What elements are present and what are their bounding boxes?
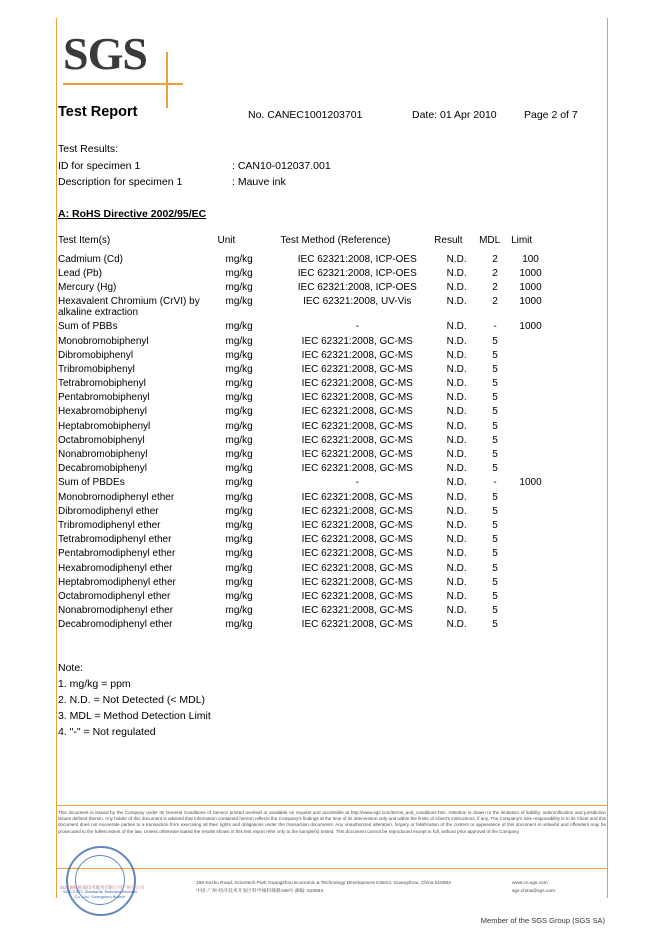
cell-test-item: Tribromodiphenyl ether xyxy=(58,519,161,531)
cell-result: N.D. xyxy=(446,434,467,446)
cell-mdl: 2 xyxy=(492,296,498,308)
specimen-desc-value: : Mauve ink xyxy=(232,176,286,188)
notes-block xyxy=(58,660,211,740)
cell-result: N.D. xyxy=(446,267,467,279)
cell-mdl: 5 xyxy=(492,576,498,588)
cell-method: IEC 62321:2008, GC-MS xyxy=(301,576,413,588)
cell-method: - xyxy=(355,321,359,333)
cell-unit: mg/kg xyxy=(225,619,253,631)
cell-unit: mg/kg xyxy=(225,519,253,531)
table-row xyxy=(58,504,550,518)
table-row xyxy=(58,252,550,266)
cell-result: N.D. xyxy=(446,548,467,560)
cell-test-item: Sum of PBDEs xyxy=(58,477,125,489)
cell-unit: mg/kg xyxy=(225,335,253,347)
cell-limit: 1000 xyxy=(519,296,542,308)
cell-limit: 1000 xyxy=(519,267,542,279)
cell-method: IEC 62321:2008, GC-MS xyxy=(301,463,413,475)
note-item: 4. "-" = Not regulated xyxy=(58,726,156,738)
cell-mdl: 5 xyxy=(492,392,498,404)
cell-method: IEC 62321:2008, GC-MS xyxy=(301,605,413,617)
report-date: Date: 01 Apr 2010 xyxy=(412,109,497,121)
cell-test-item: Pentabromobiphenyl xyxy=(58,392,150,404)
cell-unit: mg/kg xyxy=(225,296,253,308)
table-row xyxy=(58,362,550,376)
cell-result: N.D. xyxy=(446,519,467,531)
table-row xyxy=(58,334,550,348)
cell-result: N.D. xyxy=(446,449,467,461)
cell-test-item: Tribromobiphenyl xyxy=(58,363,135,375)
cell-result: N.D. xyxy=(446,253,467,265)
cell-unit: mg/kg xyxy=(225,590,253,602)
cell-unit: mg/kg xyxy=(225,392,253,404)
col-unit: Unit xyxy=(217,235,236,246)
cell-limit xyxy=(511,604,550,618)
cell-mdl: 5 xyxy=(492,434,498,446)
cell-mdl: 5 xyxy=(492,534,498,546)
cell-method: IEC 62321:2008, GC-MS xyxy=(301,590,413,602)
cell-unit: mg/kg xyxy=(225,463,253,475)
cell-unit: mg/kg xyxy=(225,420,253,432)
sgs-logo-text: SGS xyxy=(63,28,147,79)
cell-limit xyxy=(511,419,550,433)
member-line: Member of the SGS Group (SGS SA) xyxy=(480,916,605,925)
cell-mdl: 5 xyxy=(492,590,498,602)
table-row xyxy=(58,348,550,362)
cell-limit xyxy=(511,447,550,461)
cell-result: N.D. xyxy=(446,420,467,432)
page-number: Page 2 of 7 xyxy=(524,109,578,121)
cell-result: N.D. xyxy=(446,378,467,390)
cell-limit xyxy=(511,462,550,476)
cell-limit xyxy=(511,377,550,391)
cell-unit: mg/kg xyxy=(225,363,253,375)
cell-result: N.D. xyxy=(446,491,467,503)
footer-divider-top xyxy=(56,805,608,806)
cell-mdl: - xyxy=(493,321,497,333)
cell-mdl: 5 xyxy=(492,491,498,503)
cell-limit: 100 xyxy=(522,253,539,265)
cell-limit: 1000 xyxy=(519,477,542,489)
cell-method: IEC 62321:2008, GC-MS xyxy=(301,349,413,361)
cell-method: IEC 62321:2008, GC-MS xyxy=(301,434,413,446)
table-row xyxy=(58,405,550,419)
cell-mdl: 5 xyxy=(492,505,498,517)
cell-limit xyxy=(511,433,550,447)
table-row xyxy=(58,280,550,294)
cell-method: IEC 62321:2008, GC-MS xyxy=(301,363,413,375)
cell-method: IEC 62321:2008, GC-MS xyxy=(301,449,413,461)
col-test-item: Test Item(s) xyxy=(58,235,111,246)
cell-mdl: 5 xyxy=(492,449,498,461)
cell-method: IEC 62321:2008, GC-MS xyxy=(301,519,413,531)
col-method: Test Method (Reference) xyxy=(280,235,391,246)
cell-limit xyxy=(511,518,550,532)
cell-unit: mg/kg xyxy=(225,253,253,265)
cell-unit: mg/kg xyxy=(225,576,253,588)
note-item: 2. N.D. = Not Detected (< MDL) xyxy=(58,694,206,706)
col-limit: Limit xyxy=(511,235,533,246)
table-row xyxy=(58,561,550,575)
cell-mdl: - xyxy=(493,477,497,489)
cell-test-item: Monobromodiphenyl ether xyxy=(58,491,175,503)
table-row xyxy=(58,618,550,632)
cell-mdl: 5 xyxy=(492,463,498,475)
cell-test-item: Hexabromobiphenyl xyxy=(58,406,147,418)
cell-result: N.D. xyxy=(446,392,467,404)
cell-mdl: 5 xyxy=(492,548,498,560)
table-row xyxy=(58,476,550,490)
table-row xyxy=(58,462,550,476)
cell-method: IEC 62321:2008, GC-MS xyxy=(301,406,413,418)
cell-method: IEC 62321:2008, GC-MS xyxy=(301,335,413,347)
cell-test-item: Tetrabromodiphenyl ether xyxy=(58,534,172,546)
table-header-row xyxy=(58,235,550,252)
cell-result: N.D. xyxy=(446,590,467,602)
cell-unit: mg/kg xyxy=(225,605,253,617)
cell-method: IEC 62321:2008, GC-MS xyxy=(301,505,413,517)
cell-limit xyxy=(511,533,550,547)
cell-mdl: 5 xyxy=(492,335,498,347)
cell-unit: mg/kg xyxy=(225,477,253,489)
cell-limit xyxy=(511,589,550,603)
cell-unit: mg/kg xyxy=(225,406,253,418)
cell-result: N.D. xyxy=(446,406,467,418)
table-row xyxy=(58,575,550,589)
footer-divider-bottom xyxy=(56,868,608,869)
cell-unit: mg/kg xyxy=(225,534,253,546)
cell-result: N.D. xyxy=(446,605,467,617)
table-row xyxy=(58,419,550,433)
cell-test-item: Cadmium (Cd) xyxy=(58,253,124,265)
left-margin-rule xyxy=(56,18,57,898)
cell-test-item: Dibromodiphenyl ether xyxy=(58,505,159,517)
table-row xyxy=(58,391,550,405)
cell-limit xyxy=(511,490,550,504)
cell-test-item: Nonabromobiphenyl xyxy=(58,449,148,461)
cell-result: N.D. xyxy=(446,576,467,588)
table-row xyxy=(58,433,550,447)
test-results-label: Test Results: xyxy=(58,143,119,155)
cell-result: N.D. xyxy=(446,619,467,631)
report-number: No. CANEC1001203701 xyxy=(248,109,363,121)
cell-test-item: Lead (Pb) xyxy=(58,267,102,279)
cell-test-item: Octabromodiphenyl ether xyxy=(58,590,171,602)
right-margin-rule xyxy=(607,18,608,898)
table-row xyxy=(58,447,550,461)
cell-unit: mg/kg xyxy=(225,505,253,517)
table-row xyxy=(58,547,550,561)
table-row xyxy=(58,266,550,280)
footer-contact xyxy=(512,880,555,896)
table-row xyxy=(58,490,550,504)
cell-method: IEC 62321:2008, GC-MS xyxy=(301,562,413,574)
cell-result: N.D. xyxy=(446,562,467,574)
cell-result: N.D. xyxy=(446,363,467,375)
cell-mdl: 5 xyxy=(492,605,498,617)
cell-method: - xyxy=(355,477,359,489)
cell-limit xyxy=(511,405,550,419)
table-row xyxy=(58,533,550,547)
cell-limit xyxy=(511,575,550,589)
cell-mdl: 5 xyxy=(492,519,498,531)
cell-method: IEC 62321:2008, GC-MS xyxy=(301,378,413,390)
cell-method: IEC 62321:2008, GC-MS xyxy=(301,548,413,560)
cell-test-item: Monobromobiphenyl xyxy=(58,335,149,347)
cell-limit xyxy=(511,362,550,376)
specimen-desc-label: Description for specimen 1 xyxy=(58,176,183,188)
sgs-logo xyxy=(63,28,188,80)
cell-mdl: 2 xyxy=(492,253,498,265)
cell-unit: mg/kg xyxy=(225,562,253,574)
col-result: Result xyxy=(434,235,463,246)
cell-unit: mg/kg xyxy=(225,449,253,461)
page-title: Test Report xyxy=(58,104,138,120)
table-row xyxy=(58,320,550,334)
cell-result: N.D. xyxy=(446,281,467,293)
cell-result: N.D. xyxy=(446,321,467,333)
cell-limit xyxy=(511,561,550,575)
cell-unit: mg/kg xyxy=(225,321,253,333)
cell-test-item: Octabromobiphenyl xyxy=(58,434,145,446)
footer-email[interactable]: sgs.china@sgs.com xyxy=(512,889,555,894)
sgs-logo-slash xyxy=(166,52,168,108)
note-item: 3. MDL = Method Detection Limit xyxy=(58,710,211,722)
note-item: 1. mg/kg = ppm xyxy=(58,678,131,690)
cell-mdl: 5 xyxy=(492,406,498,418)
table-row xyxy=(58,377,550,391)
legal-disclaimer: This document is issued by the Company under its General Conditions of Service printed overleaf or available on request and accessible at http://www.sgs.com/terms_and_conditions.htm. Attention is drawn to the limitation of liability, indemnification and jurisdiction issues defined therein. Any holder of this document is advised that information contained hereon reflects the Company's findings at the time of its intervention only and within the limits of Client's instructions, if any. The Company's sole responsibility is to its Client and this document does not exonerate parties to a transaction from exercising all their rights and obligations under the transaction documents. Any unauthorized alteration, forgery or falsification of the content or appearance of this document is unlawful and offenders may be prosecuted to the fullest extent of the law. Unless otherwise stated the results shown in this test report refer only to the sample(s) tested. This document cannot be reproduced except in full, without prior approval of the Company. xyxy=(58,810,606,834)
rohs-results-table xyxy=(58,235,550,632)
cell-limit xyxy=(511,618,550,632)
cell-method: IEC 62321:2008, ICP-OES xyxy=(297,253,417,265)
cell-method: IEC 62321:2008, ICP-OES xyxy=(297,267,417,279)
cell-mdl: 5 xyxy=(492,363,498,375)
cell-unit: mg/kg xyxy=(225,281,253,293)
cell-limit xyxy=(511,504,550,518)
cell-test-item: Heptabromobiphenyl xyxy=(58,420,151,432)
col-mdl: MDL xyxy=(479,235,501,246)
cell-mdl: 5 xyxy=(492,378,498,390)
cell-result: N.D. xyxy=(446,505,467,517)
cell-unit: mg/kg xyxy=(225,491,253,503)
cell-limit xyxy=(511,391,550,405)
cell-method: IEC 62321:2008, GC-MS xyxy=(301,491,413,503)
cell-method: IEC 62321:2008, GC-MS xyxy=(301,392,413,404)
cell-mdl: 5 xyxy=(492,349,498,361)
cell-mdl: 5 xyxy=(492,619,498,631)
cell-unit: mg/kg xyxy=(225,548,253,560)
cell-result: N.D. xyxy=(446,477,467,489)
cell-test-item: Hexabromodiphenyl ether xyxy=(58,562,173,574)
table-row xyxy=(58,589,550,603)
notes-title: Note: xyxy=(58,662,84,674)
cell-test-item: Decabromodiphenyl ether xyxy=(58,619,173,631)
cell-unit: mg/kg xyxy=(225,349,253,361)
sgs-logo-underline xyxy=(63,83,183,85)
cell-test-item: Heptabromodiphenyl ether xyxy=(58,576,176,588)
company-name-cn: SGS通标标准技术服务有限公司广州分公司 xyxy=(60,885,144,890)
footer-address-en: 198 Kezhu Road, Scientech Park Guangzhou Economic & Technology Development District, Guangzhou, China 510663 xyxy=(196,881,451,886)
cell-test-item: Tetrabromobiphenyl xyxy=(58,378,146,390)
cell-method: IEC 62321:2008, UV-Vis xyxy=(303,296,412,308)
footer-address xyxy=(196,880,451,896)
cell-limit xyxy=(511,348,550,362)
cell-mdl: 2 xyxy=(492,281,498,293)
cell-unit: mg/kg xyxy=(225,434,253,446)
cell-limit xyxy=(511,334,550,348)
cell-result: N.D. xyxy=(446,349,467,361)
cell-result: N.D. xyxy=(446,463,467,475)
table-row xyxy=(58,604,550,618)
cell-result: N.D. xyxy=(446,335,467,347)
cell-mdl: 5 xyxy=(492,420,498,432)
cell-method: IEC 62321:2008, ICP-OES xyxy=(297,281,417,293)
cell-test-item: Pentabromodiphenyl ether xyxy=(58,548,176,560)
footer-web[interactable]: www.cn.sgs.com xyxy=(512,881,548,886)
cell-result: N.D. xyxy=(446,296,467,308)
cell-limit: 1000 xyxy=(519,321,542,333)
cell-result: N.D. xyxy=(446,534,467,546)
company-stamp-text: SGS-CSTC Standards Technical Services Co., Ltd. Guangzhou Branch xyxy=(62,889,138,899)
footer-address-cn: 中国·广州·经济技术开发区科学城科珠路198号 邮编: 510663 xyxy=(196,889,324,894)
cell-mdl: 2 xyxy=(492,267,498,279)
cell-test-item: Dibromobiphenyl xyxy=(58,349,134,361)
cell-method: IEC 62321:2008, GC-MS xyxy=(301,420,413,432)
company-stamp-icon xyxy=(66,846,136,916)
section-heading: A: RoHS Directive 2002/95/EC xyxy=(58,208,207,220)
cell-method: IEC 62321:2008, GC-MS xyxy=(301,619,413,631)
cell-test-item: Hexavalent Chromium (CrVI) by alkaline extraction xyxy=(58,296,200,319)
table-row xyxy=(58,518,550,532)
cell-test-item: Decabromobiphenyl xyxy=(58,463,147,475)
cell-method: IEC 62321:2008, GC-MS xyxy=(301,534,413,546)
cell-unit: mg/kg xyxy=(225,378,253,390)
cell-test-item: Sum of PBBs xyxy=(58,321,118,333)
cell-limit: 1000 xyxy=(519,281,542,293)
specimen-id-value: : CAN10-012037.001 xyxy=(232,160,331,172)
table-row xyxy=(58,295,550,320)
cell-unit: mg/kg xyxy=(225,267,253,279)
cell-test-item: Nonabromodiphenyl ether xyxy=(58,605,174,617)
specimen-id-label: ID for specimen 1 xyxy=(58,160,141,172)
cell-test-item: Mercury (Hg) xyxy=(58,281,117,293)
cell-limit xyxy=(511,547,550,561)
cell-mdl: 5 xyxy=(492,562,498,574)
